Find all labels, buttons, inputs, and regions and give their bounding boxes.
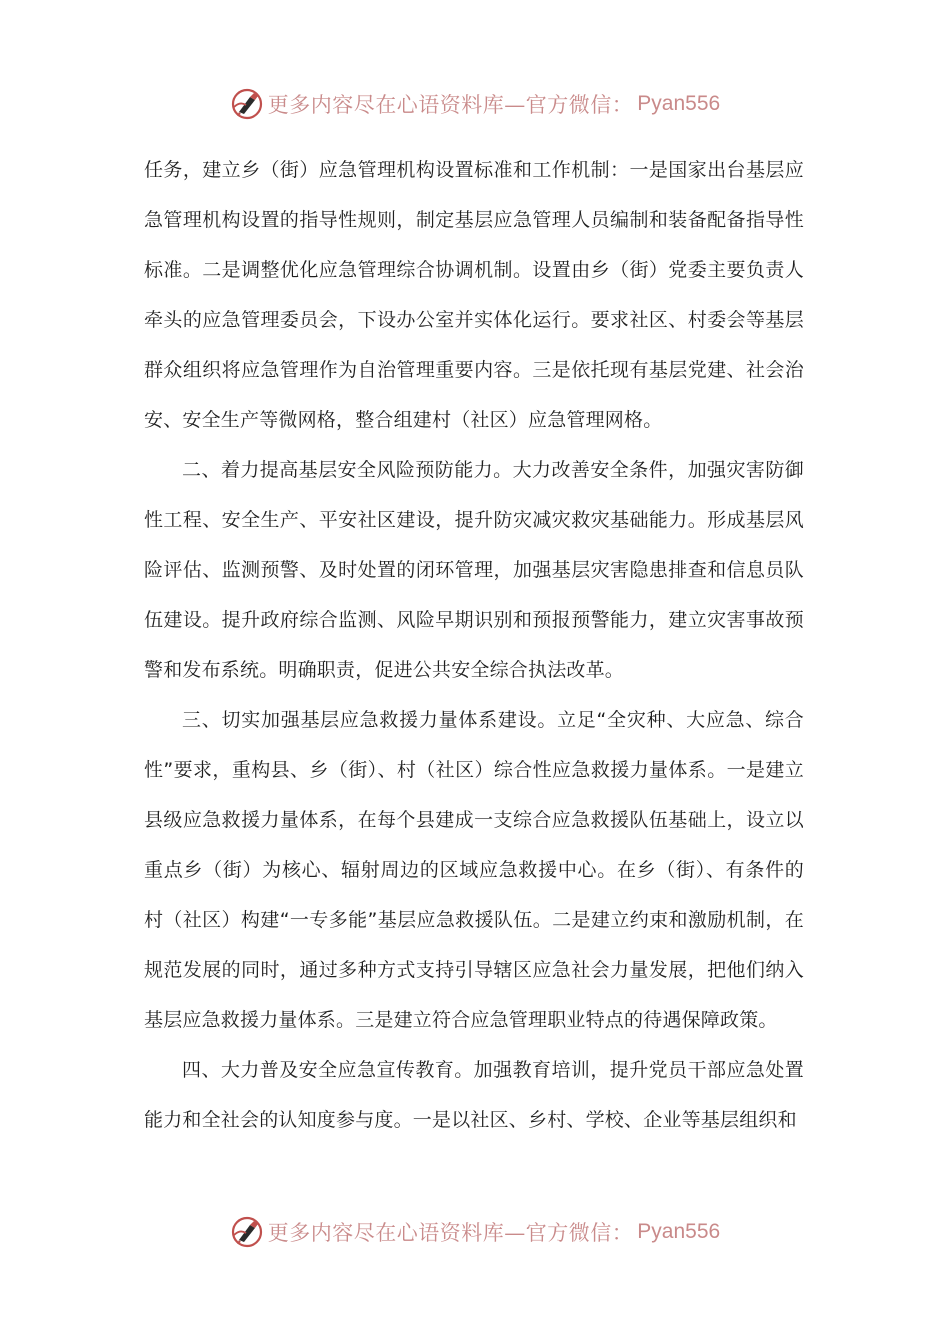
paragraph-2: 二、着力提高基层安全风险预防能力。大力改善安全条件，加强灾害防御性工程、安全生产、平安社区建设，提升防灾减灾救灾基础能力。形成基层风险评估、监测预警、及时处置的闭环管理，加强基层灾害隐患排查和信息员队伍建设。提升政府综合监测、风险早期识别和预报预警能力，建立灾害事故预警和发布系统。明确职责，促进公共安全综合执法改革。 <box>144 459 804 681</box>
paragraph-1: 任务，建立乡（街）应急管理机构设置标准和工作机制：一是国家出台基层应急管理机构设置的指导性规则，制定基层应急管理人员编制和装备配备指导性标准。二是调整优化应急管理综合协调机制。设置由乡（街）党委主要负责人牵头的应急管理委员会，下设办公室并实体化运行。要求社区、村委会等基层群众组织将应急管理作为自治管理重要内容。三是依托现有基层党建、社会治安、安全生产等微网格，整合组建村（社区）应急管理网格。 <box>144 159 804 431</box>
footer-banner <box>0 1212 950 1252</box>
pen-nib-logo-icon <box>230 87 264 121</box>
footer-banner-text: 更多内容尽在心语资料库—官方微信： <box>267 1221 634 1245</box>
header-wechat-id: Pyan556 <box>637 92 721 115</box>
header-banner <box>0 84 950 124</box>
footer-wechat-id: Pyan556 <box>637 1220 721 1243</box>
header-banner-text: 更多内容尽在心语资料库—官方微信： <box>267 93 634 117</box>
paragraph-4: 四、大力普及安全应急宣传教育。加强教育培训，提升党员干部应急处置能力和全社会的认知度参与度。一是以社区、乡村、学校、企业等基层组织和 <box>144 1059 804 1131</box>
document-body <box>144 145 804 1145</box>
paragraph-3: 三、切实加强基层应急救援力量体系建设。立足“全灾种、大应急、综合性”要求，重构县、乡（街）、村（社区）综合性应急救援力量体系。一是建立县级应急救援力量体系，在每个县建成一支综合应急救援队伍基础上，设立以重点乡（街）为核心、辐射周边的区域应急救援中心。在乡（街）、有条件的村（社区）构建“一专多能”基层应急救援队伍。二是建立约束和激励机制，在规范发展的同时，通过多种方式支持引导辖区应急社会力量发展，把他们纳入基层应急救援力量体系。三是建立符合应急管理职业特点的待遇保障政策。 <box>144 709 804 1031</box>
pen-nib-logo-icon <box>230 1215 264 1249</box>
